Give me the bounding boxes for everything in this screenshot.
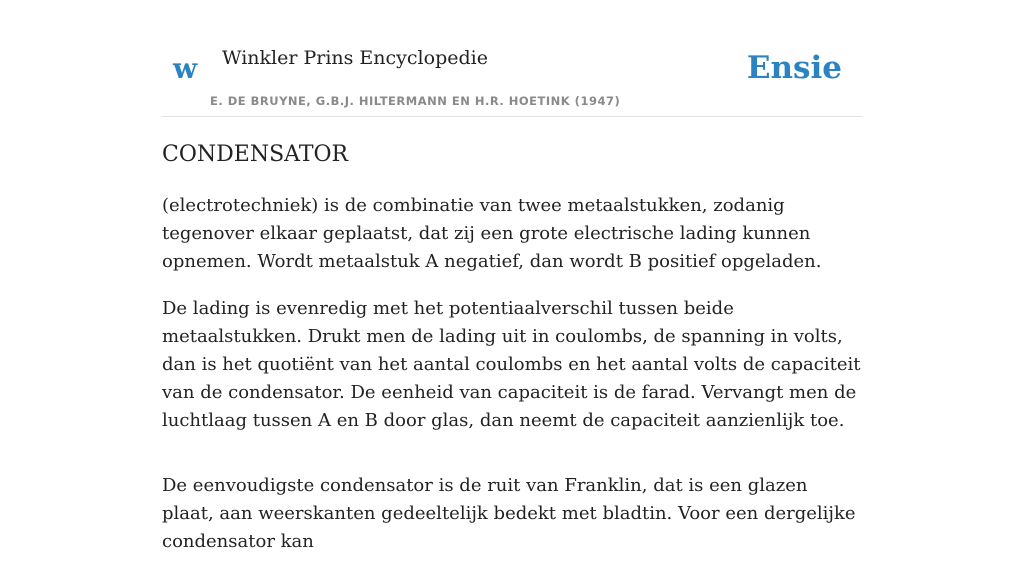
page	[162, 0, 862, 552]
article-paragraph: De lading is evenredig met het potentiaalverschil tussen beide metaalstukken. Drukt men de lading uit in coulombs, de spanning in volts, dan is het quotiënt van het aantal coulombs en het aantal volts de capaciteit van de condensator. De eenheid van capaciteit is de farad. Vervangt men de luchtlaag tussen A en B door glas, dan neemt de capaciteit aanzienlijk toe.	[162, 298, 861, 431]
article-title: CONDENSATOR	[162, 142, 349, 167]
encyclopedia-logo[interactable]: w	[173, 52, 198, 85]
header	[162, 0, 862, 117]
site-title[interactable]: Winkler Prins Encyclopedie	[222, 47, 488, 69]
ensie-logo-link[interactable]: Ensie	[746, 50, 842, 86]
authors-line: E. DE BRUYNE, G.B.J. HILTERMANN EN H.R. HOETINK (1947)	[210, 94, 621, 108]
article-paragraph: De eenvoudigste condensator is de ruit van Franklin, dat is een glazen plaat, aan weerskanten gedeeltelijk bedekt met bladtin. Voor een dergelijke condensator kan	[162, 475, 856, 552]
article-body	[162, 192, 862, 575]
article-paragraph: (electrotechniek) is de combinatie van twee metaalstukken, zodanig tegenover elkaar geplaatst, dat zij een grote electrische lading kunnen opnemen. Wordt metaalstuk A negatief, dan wordt B positief opgeladen.	[162, 195, 822, 272]
